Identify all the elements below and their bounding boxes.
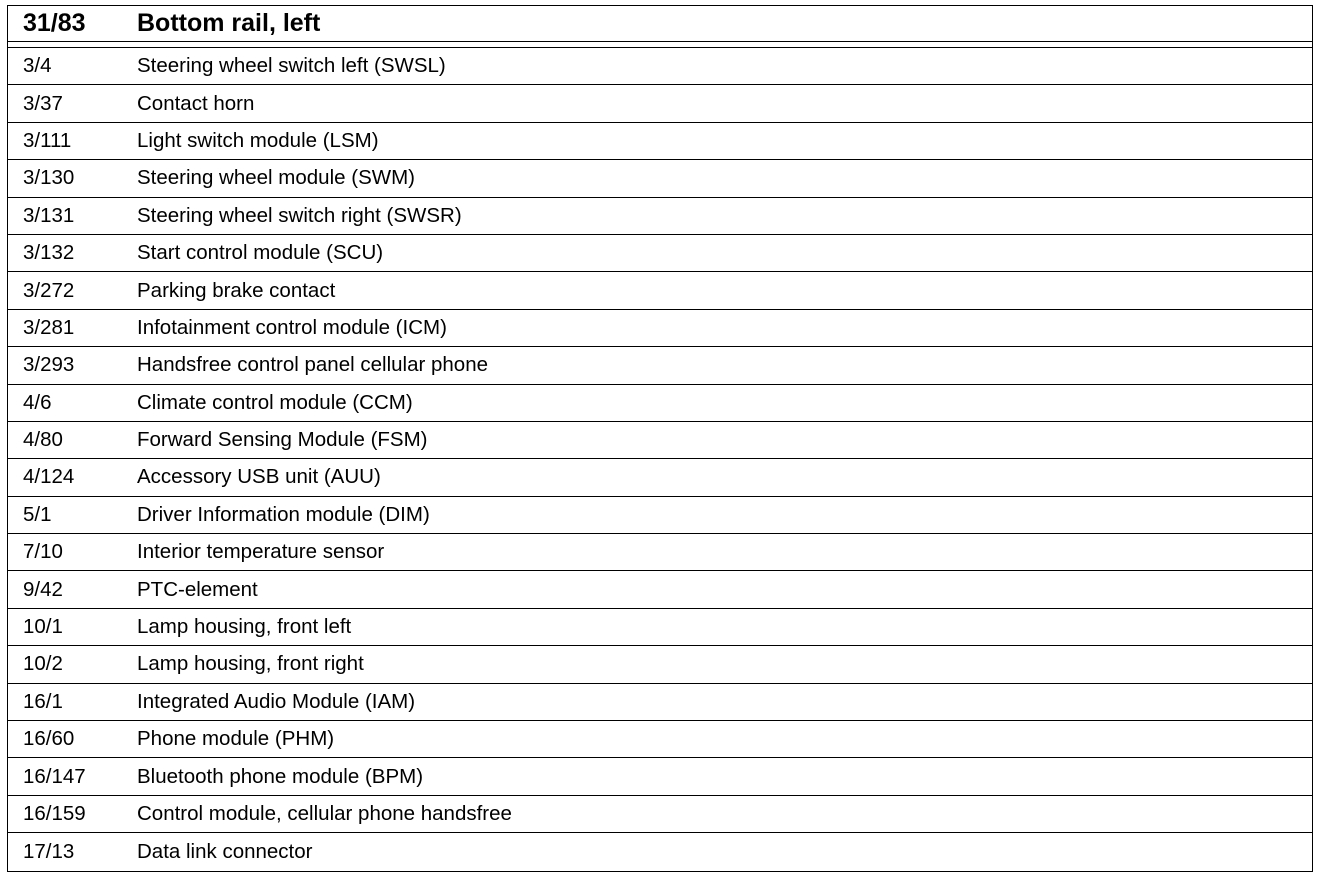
- row-code: 3/272: [23, 278, 75, 302]
- row-description: Bluetooth phone module (BPM): [137, 764, 424, 788]
- row-code: 3/111: [23, 128, 72, 152]
- row-description: Climate control module (CCM): [137, 390, 413, 414]
- table-row: [8, 85, 1312, 122]
- row-code: 3/132: [23, 241, 75, 265]
- table-row: [8, 758, 1312, 795]
- table-row: [8, 833, 1312, 870]
- row-code: 16/1: [23, 689, 63, 713]
- row-code: 3/37: [23, 91, 63, 115]
- table-row: [8, 721, 1312, 758]
- row-code: 17/13: [23, 839, 75, 863]
- row-code: 16/159: [23, 802, 86, 825]
- row-description: Accessory USB unit (AUU): [137, 465, 381, 489]
- table-row: [8, 272, 1312, 309]
- row-description: Handsfree control panel cellular phone: [137, 353, 489, 377]
- row-description: Integrated Audio Module (IAM): [137, 689, 416, 713]
- row-code: 3/281: [23, 315, 75, 339]
- row-code: 3/293: [23, 353, 75, 377]
- row-description: Steering wheel module (SWM): [137, 166, 415, 190]
- header-code: 31/83: [23, 9, 86, 37]
- table-row: [8, 534, 1312, 571]
- row-description: Forward Sensing Module (FSM): [137, 428, 428, 452]
- table-header: [8, 6, 1312, 42]
- table-row: [8, 160, 1312, 197]
- row-code: 16/147: [23, 764, 86, 788]
- row-description: Lamp housing, front right: [137, 652, 364, 676]
- table-body: [8, 48, 1312, 871]
- row-description: Steering wheel switch left (SWSL): [137, 54, 446, 78]
- table-row: [8, 123, 1312, 160]
- table-row: [8, 310, 1312, 347]
- table-row: [8, 48, 1312, 85]
- row-code: 10/1: [23, 615, 63, 639]
- row-description: Control module, cellular phone handsfree: [137, 802, 512, 825]
- row-description: Light switch module (LSM): [137, 128, 379, 152]
- table-row: [8, 609, 1312, 646]
- row-description: Interior temperature sensor: [137, 540, 385, 564]
- table-row: [8, 571, 1312, 608]
- row-code: 5/1: [23, 502, 52, 526]
- row-code: 16/60: [23, 727, 75, 751]
- component-table: [7, 5, 1313, 872]
- table-row: [8, 422, 1312, 459]
- row-description: Infotainment control module (ICM): [137, 315, 447, 339]
- row-description: PTC-element: [137, 577, 258, 601]
- row-description: Driver Information module (DIM): [137, 502, 430, 526]
- row-code: 9/42: [23, 577, 63, 601]
- row-code: 4/80: [23, 428, 63, 452]
- row-description: Parking brake contact: [137, 278, 336, 302]
- row-code: 10/2: [23, 652, 63, 676]
- row-description: Contact horn: [137, 91, 255, 115]
- row-code: 7/10: [23, 540, 63, 564]
- row-description: Steering wheel switch right (SWSR): [137, 203, 462, 227]
- table-row: [8, 459, 1312, 496]
- row-code: 3/4: [23, 54, 52, 78]
- table-row: [8, 497, 1312, 534]
- table-row: [8, 646, 1312, 683]
- row-description: Phone module (PHM): [137, 727, 335, 751]
- row-description: Lamp housing, front left: [137, 615, 352, 639]
- table-row: [8, 684, 1312, 721]
- table-row: [8, 347, 1312, 384]
- table-row: [8, 198, 1312, 235]
- row-code: 3/130: [23, 166, 75, 190]
- row-description: Start control module (SCU): [137, 241, 384, 265]
- table-row: [8, 385, 1312, 422]
- row-code: 4/6: [23, 390, 52, 414]
- table-row: [8, 235, 1312, 272]
- row-code: 4/124: [23, 465, 75, 489]
- header-title: Bottom rail, left: [137, 9, 321, 37]
- row-code: 3/131: [23, 203, 75, 227]
- row-description: Data link connector: [137, 839, 313, 863]
- table-row: [8, 796, 1312, 833]
